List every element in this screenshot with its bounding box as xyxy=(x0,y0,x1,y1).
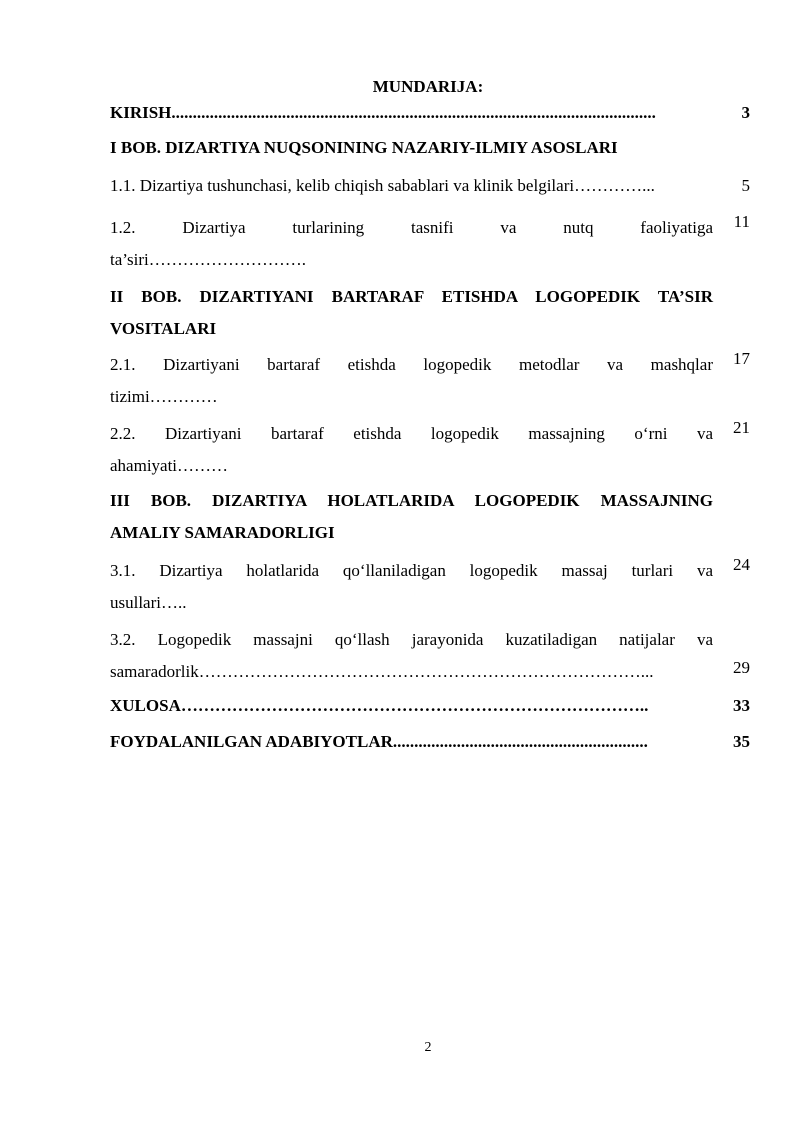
toc-entry-text xyxy=(110,281,713,345)
toc-entry-line2: tizimi………… xyxy=(110,387,218,406)
toc-entry-line1: 3.2. Logopedik massajni qo‘llash jarayonida kuzatiladigan natijalar va xyxy=(110,630,713,649)
toc-chapter-2[interactable] xyxy=(110,281,750,341)
toc-entry-line1: 3.1. Dizartiya holatlarida qo‘llaniladigan logopedik massaj turlari va xyxy=(110,561,713,580)
toc-entry-line1: 2.1. Dizartiyani bartaraf etishda logopedik metodlar va mashqlar xyxy=(110,355,713,374)
toc-entry-page: 21 xyxy=(733,418,750,437)
footer-page-number: 2 xyxy=(424,1040,432,1055)
toc-entry-text xyxy=(110,624,713,688)
toc-entry-page: 17 xyxy=(733,349,750,368)
toc-entry-line2: AMALIY SAMARADORLIGI xyxy=(110,523,335,542)
toc-entry-line2: ahamiyati……… xyxy=(110,456,229,475)
toc-section-2-1[interactable] xyxy=(110,349,750,409)
toc-entry-text: FOYDALANILGAN ADABIYOTLAR............................................................ xyxy=(110,732,648,751)
toc-entry-line1: III BOB. DIZARTIYA HOLATLARIDA LOGOPEDIK MASSAJNING xyxy=(110,491,713,510)
toc-entry-page: 29 xyxy=(733,658,750,677)
toc-entry-text: XULOSA……………………………………………………………………….. xyxy=(110,696,649,715)
toc-chapter-3[interactable] xyxy=(110,485,750,545)
toc-entry-text xyxy=(110,418,713,482)
toc-section-3-2[interactable] xyxy=(110,624,750,684)
toc-entry-text: KIRISH.................................................................................................................. xyxy=(110,103,656,122)
toc-entry-line1: II BOB. DIZARTIYANI BARTARAF ETISHDA LOGOPEDIK TA’SIR xyxy=(110,287,713,306)
toc-entry-line2: VOSITALARI xyxy=(110,319,217,338)
toc-entry-text xyxy=(110,485,713,549)
toc-entry-line1: 1.2. Dizartiya turlarining tasnifi va nutq faoliyatiga xyxy=(110,218,713,237)
toc-entry-text: I BOB. DIZARTIYA NUQSONINING NAZARIY-ILMIY ASOSLARI xyxy=(110,138,618,157)
toc-entry-xulosa[interactable] xyxy=(110,696,750,718)
toc-section-2-2[interactable] xyxy=(110,418,750,478)
toc-entry-line2: ta’siri………………………. xyxy=(110,250,306,269)
toc-section-1-1[interactable] xyxy=(110,176,750,198)
toc-entry-line1: 2.2. Dizartiyani bartaraf etishda logopedik massajning o‘rni va xyxy=(110,424,713,443)
toc-section-3-1[interactable] xyxy=(110,555,750,615)
toc-heading: MUNDARIJA: xyxy=(372,77,484,96)
toc-entry-line2: usullari….. xyxy=(110,593,187,612)
toc-entry-text xyxy=(110,555,713,619)
toc-section-1-2[interactable] xyxy=(110,212,750,272)
toc-entry-page: 35 xyxy=(733,732,750,751)
toc-entry-page: 11 xyxy=(733,212,750,231)
toc-entry-page: 5 xyxy=(741,176,750,195)
toc-entry-text xyxy=(110,212,713,276)
toc-entry-page: 3 xyxy=(741,103,750,122)
toc-entry-page: 24 xyxy=(733,555,750,574)
toc-entry-kirish[interactable] xyxy=(110,103,750,125)
toc-chapter-1[interactable] xyxy=(110,138,750,160)
toc-entry-page: 33 xyxy=(733,696,750,715)
toc-entry-text xyxy=(110,349,713,413)
toc-entry-text: 1.1. Dizartiya tushunchasi, kelib chiqish sabablari va klinik belgilari…………... xyxy=(110,176,655,195)
toc-entry-line2: samaradorlik……………………………………………………………………... xyxy=(110,662,654,681)
toc-entry-references[interactable] xyxy=(110,732,750,754)
